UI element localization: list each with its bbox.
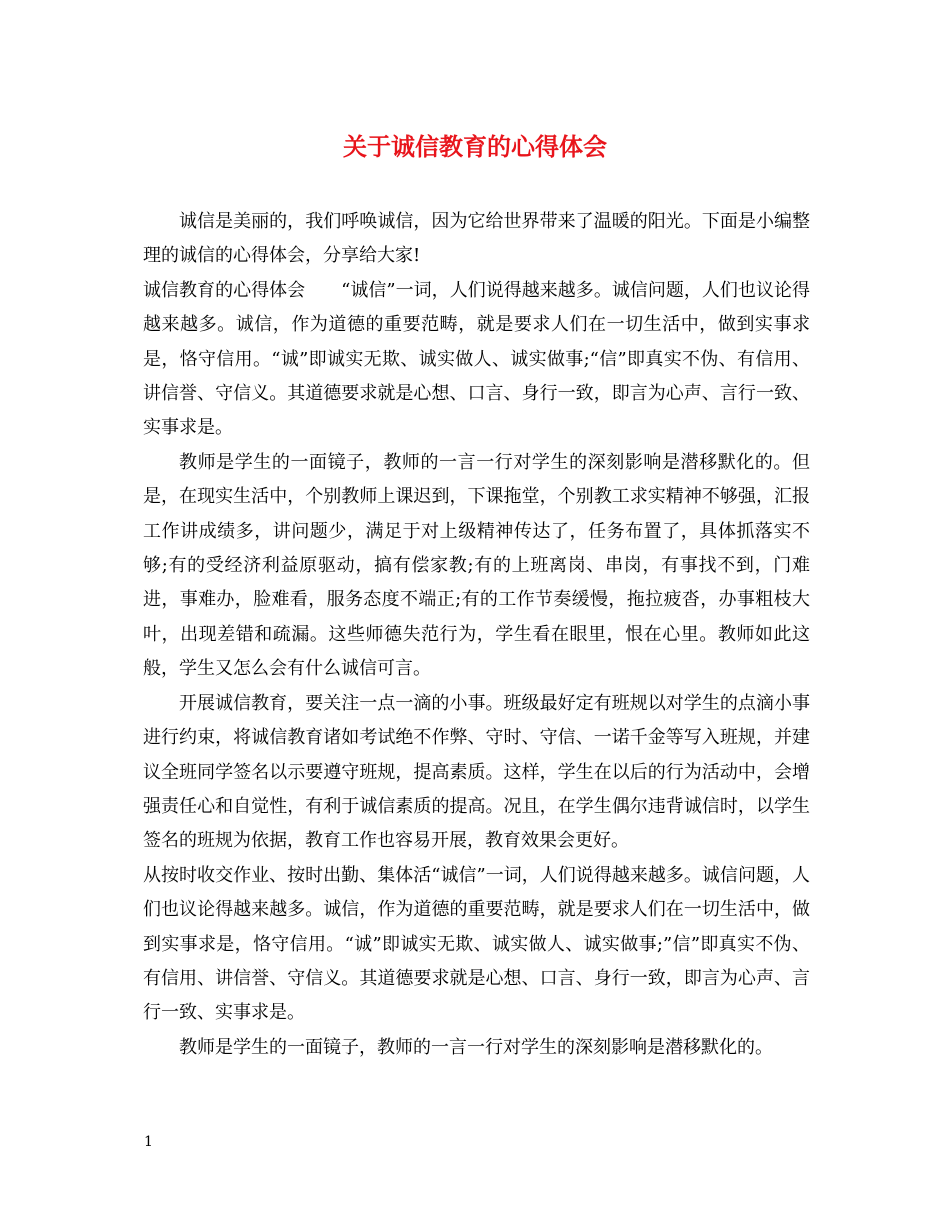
paragraph-teacher-mirror-repeat: 教师是学生的一面镜子，教师的一言一行对学生的深刻影响是潜移默化的。 [179, 1036, 773, 1058]
paragraph-teacher-mirror: 教师是学生的一面镜子，教师的一言一行对学生的深刻影响是潜移默化的。但是，在现实生活中，个别教师上课迟到，下课拖堂，个别教工求实精神不够强，汇报工作讲成绩多，讲问题少，满足于对上级精神传达了，任务布置了，具体抓落实不够;有的受经济利益原驱动，搞有偿家教;有的上班离岗、串岗，有事找不到，门难进，事难办，脸难看，服务态度不端正;有的工作节奏缓慢，拖拉疲沓，办事粗枝大叶，出现差错和疏漏。这些师德失范行为，学生看在眼里，恨在心里。教师如此这般，学生又怎么会有什么诚信可言。 [143, 451, 810, 680]
page-number: 1 [144, 1134, 153, 1150]
document-title: 关于诚信教育的心得体会 [343, 132, 607, 161]
paragraph-honesty-definition: 诚信教育的心得体会 “诚信”一词，人们说得越来越多。诚信问题，人们也议论得越来越多。诚信，作为道德的重要范畴，就是要求人们在一切生活中，做到实事求是，恪守信用。“诚”即诚实无欺、诚实做人、诚实做事;“信”即真实不伪、有信用、讲信誉、守信义。其道德要求就是心想、口言、身行一致，即言为心声、言行一致、实事求是。 [143, 279, 810, 439]
paragraph-honesty-repeat: 从按时收交作业、按时出勤、集体活“诚信”一词，人们说得越来越多。诚信问题，人们也议论得越来越多。诚信，作为道德的重要范畴，就是要求人们在一切生活中，做到实事求是，恪守信用。“诚”即诚实无欺、诚实做人、诚实做事;”信”即真实不伪、有信用、讲信誉、守信义。其道德要求就是心想、口言、身行一致，即言为心声、言行一致、实事求是。 [143, 864, 810, 1024]
paragraph-intro: 诚信是美丽的，我们呼唤诚信，因为它给世界带来了温暖的阳光。下面是小编整理的诚信的心得体会，分享给大家! [143, 211, 810, 267]
document-body [143, 205, 810, 1065]
paragraph-class-rules: 开展诚信教育，要关注一点一滴的小事。班级最好定有班规以对学生的点滴小事进行约束，将诚信教育诸如考试绝不作弊、守时、守信、一诺千金等写入班规，并建议全班同学签名以示要遵守班规，提高素质。这样，学生在以后的行为活动中，会增强责任心和自觉性，有利于诚信素质的提高。况且，在学生偶尔违背诚信时，以学生签名的班规为依据，教育工作也容易开展，教育效果会更好。 [143, 692, 810, 852]
